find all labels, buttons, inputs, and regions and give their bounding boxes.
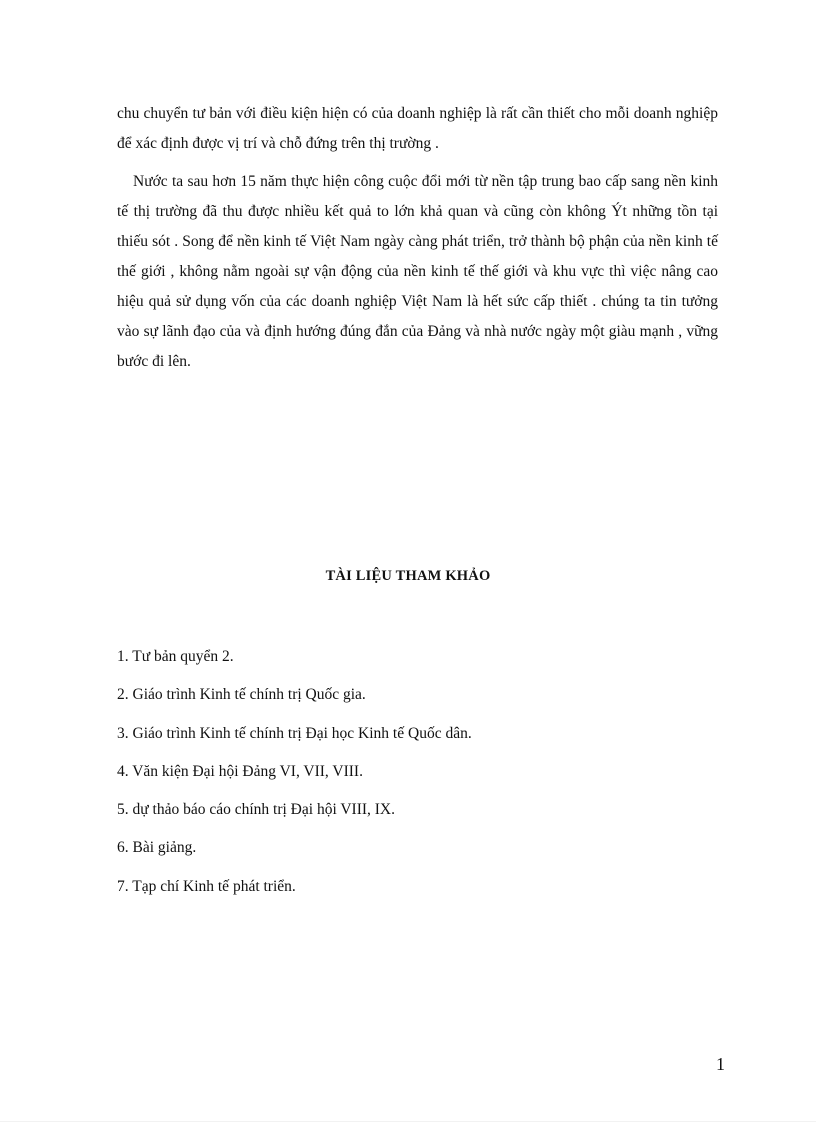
reference-item: 5. dự thảo báo cáo chính trị Đại hội VIII, IX.: [117, 801, 396, 819]
body-paragraph-1: chu chuyển tư bản với điều kiện hiện có của doanh nghiệp là rất cần thiết cho mỗi doanh nghiệp để xác định được vị trí và chỗ đứng trên thị trường .: [117, 105, 718, 152]
reference-item: 7. Tạp chí Kinh tế phát triển.: [117, 877, 296, 895]
references-list: [117, 645, 472, 913]
reference-item: 1. Tư bản quyển 2.: [117, 648, 234, 665]
reference-item: 6. Bài giảng.: [117, 839, 197, 857]
page-bottom-edge: [0, 1121, 816, 1122]
page-number: 1: [716, 1054, 725, 1074]
reference-item: 3. Giáo trình Kinh tế chính trị Đại học Kinh tế Quốc dân.: [117, 724, 472, 742]
references-heading: TÀI LIỆU THAM KHẢO: [325, 568, 491, 584]
body-paragraph-2: Nước ta sau hơn 15 năm thực hiện công cuộc đổi mới từ nền tập trung bao cấp sang nền kinh tế thị trường đã thu được nhiều kết quả to lớn khả quan và cũng còn không Ýt những tồn tại thiếu sót . Song để nền kinh tế Việt Nam ngày càng phát triển, trở thành bộ phận của nền kinh tế thế giới , không nằm ngoài sự vận động của nền kinh tế thế giới và khu vực thì việc nâng cao hiệu quả sử dụng vốn của các doanh nghiệp Việt Nam là hết sức cấp thiết . chúng ta tin tưởng vào sự lãnh đạo của và định hướng đúng đắn của Đảng và nhà nước ngày một giàu mạnh , vững bước đi lên.: [117, 173, 718, 370]
reference-item: 4. Văn kiện Đại hội Đảng VI, VII, VIII.: [117, 762, 363, 780]
reference-item: 2. Giáo trình Kinh tế chính trị Quốc gia.: [117, 686, 366, 704]
